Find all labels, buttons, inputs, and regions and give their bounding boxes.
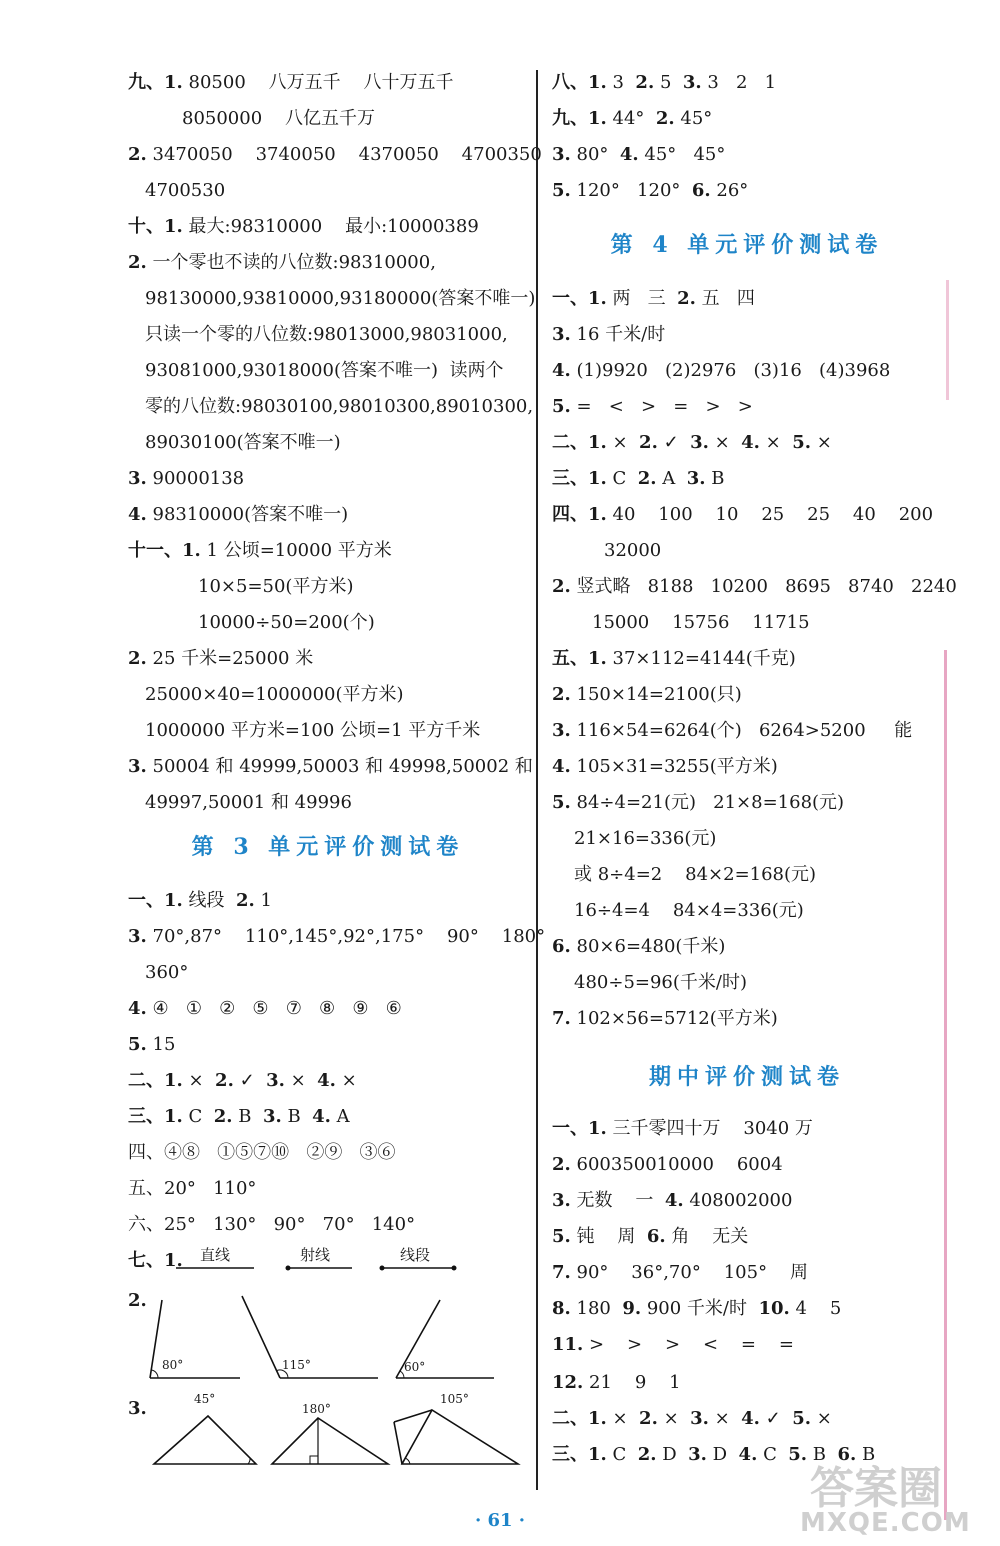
answer-line: 2. 竖式略 8188 10200 8695 8740 2240 (552, 576, 957, 597)
answer-line: 2. 25 千米=25000 米 (128, 648, 314, 669)
answer-line: 5. 15 (128, 1034, 176, 1055)
angle-drawings (140, 1290, 540, 1390)
line-ray-segment-figure (176, 1260, 496, 1280)
answer-line: 4700530 (145, 180, 226, 201)
answer-line: 3. 16 千米/时 (552, 324, 666, 345)
answer-line: 或 8÷4=2 84×2=168(元) (574, 864, 817, 885)
answer-line: 7. 102×56=5712(平方米) (552, 1008, 778, 1029)
answer-line: 九、1. 80500 八万五千 八十万五千 (128, 72, 454, 93)
answer-line: 15000 15756 11715 (592, 612, 810, 633)
answer-line: 零的八位数:98030100,98010300,89010300, (145, 396, 534, 417)
section-title: 期中评价测试卷 (648, 1064, 845, 1090)
answer-line: 8. 180 9. 900 千米/时 10. 4 5 (552, 1298, 842, 1319)
answer-line: 25000×40=1000000(平方米) (145, 684, 404, 705)
ray-label: 射线 (300, 1246, 331, 1264)
answer-line: 2. 3470050 3740050 4370050 4700350 (128, 144, 542, 165)
angle-label: 105° (440, 1392, 469, 1406)
answer-line: 3. 116×54=6264(个) 6264>5200 能 (552, 720, 913, 741)
answer-line: 6. 80×6=480(千米) (552, 936, 726, 957)
answer-line: 93081000,93018000(答案不唯一) 读两个 (145, 360, 504, 381)
answer-line: 一、1. 三千零四十万 3040 万 (552, 1118, 813, 1139)
segment-label: 线段 (400, 1246, 431, 1264)
triangle-45 (154, 1416, 256, 1464)
answer-line: 3. 无数 一 4. 408002000 (552, 1190, 793, 1211)
answer-line: 10×5=50(平方米) (198, 576, 354, 597)
answer-line: 3. 90000138 (128, 468, 245, 489)
answer-line: 3. (128, 1398, 147, 1419)
section-title: 第 4 单元评价测试卷 (610, 232, 884, 258)
answer-line: 4. 105×31=3255(平方米) (552, 756, 778, 777)
answer-line: 2. 600350010000 6004 (552, 1154, 783, 1175)
answer-line: 10000÷50=200(个) (198, 612, 375, 633)
answer-line: 二、1. × 2. × 3. × 4. ✓ 5. × (552, 1408, 832, 1429)
answer-line: 8050000 八亿五千万 (182, 108, 376, 129)
answer-line: 三、1. C 2. D 3. D 4. C 5. B 6. B (552, 1444, 876, 1465)
answer-line: 一、1. 线段 2. 1 (128, 890, 272, 911)
answer-line: 二、1. × 2. ✓ 3. × 4. × 5. × (552, 432, 832, 453)
answer-line: 四、1. 40 100 10 25 25 40 200 (552, 504, 934, 525)
answer-line: 3. 50004 和 49999,50003 和 49998,50002 和 (128, 756, 533, 777)
answer-line: 5. 钝 周 6. 角 无关 (552, 1226, 749, 1247)
page-number: · 61 · (474, 1510, 526, 1531)
answer-line: 89030100(答案不唯一) (145, 432, 341, 453)
edge-accent-bar (944, 650, 947, 1520)
angle-label: 45° (194, 1392, 216, 1406)
answer-line: 11. > > > < = = (552, 1334, 794, 1355)
answer-line: 五、20° 110° (128, 1178, 257, 1199)
answer-line: 5. 84÷4=21(元) 21×8=168(元) (552, 792, 845, 813)
answer-line: 360° (145, 962, 189, 983)
answer-line: 12. 21 9 1 (552, 1372, 681, 1393)
answer-line: 3. 70°,87° 110°,145°,92°,175° 90° 180° (128, 926, 546, 947)
answer-line: 十、1. 最大:98310000 最小:10000389 (128, 216, 479, 237)
answer-line: 一、1. 两 三 2. 五 四 (552, 288, 755, 309)
answer-line: 三、1. C 2. A 3. B (552, 468, 725, 489)
answer-line: 九、1. 44° 2. 45° (552, 108, 713, 129)
answer-line: 49997,50001 和 49996 (145, 792, 352, 813)
angle-label: 115° (282, 1358, 311, 1372)
answer-line: 只读一个零的八位数:98013000,98031000, (145, 324, 508, 345)
answer-line: 2. 150×14=2100(只) (552, 684, 742, 705)
answer-line: 5. 120° 120° 6. 26° (552, 180, 749, 201)
answer-line: 五、1. 37×112=4144(千克) (552, 648, 796, 669)
answer-line: 1000000 平方米=100 公顷=1 平方千米 (145, 720, 481, 741)
triangle-180 (272, 1418, 388, 1464)
answer-line: 三、1. C 2. B 3. B 4. A (128, 1106, 350, 1127)
answer-line: 32000 (604, 540, 662, 561)
answer-line: 98130000,93810000,93180000(答案不唯一) (145, 288, 536, 309)
answer-line: 七、1. (128, 1250, 183, 1271)
answer-line: 八、1. 3 2. 5 3. 3 2 1 (552, 72, 777, 93)
angle-label: 80° (162, 1358, 184, 1372)
answer-line: 480÷5=96(千米/时) (574, 972, 747, 993)
answer-line: 2. 一个零也不读的八位数:98310000, (128, 252, 436, 273)
answer-line: 5. = < > = > > (552, 396, 753, 417)
answer-line: 3. 80° 4. 45° 45° (552, 144, 726, 165)
watermark-logo: 答案圈 (810, 1463, 942, 1514)
triangle-105 (394, 1410, 518, 1464)
answer-line: 7. 90° 36°,70° 105° 周 (552, 1262, 808, 1283)
answer-line: 十一、1. 1 公顷=10000 平方米 (128, 540, 392, 561)
edge-accent-bar (946, 280, 949, 400)
answer-line: 六、25° 130° 90° 70° 140° (128, 1214, 416, 1235)
angle-label: 60° (404, 1360, 426, 1374)
angle-label: 180° (302, 1402, 331, 1416)
answer-line: 2. (128, 1290, 147, 1311)
answer-line: 二、1. × 2. ✓ 3. × 4. × (128, 1070, 357, 1091)
line-label: 直线 (200, 1246, 231, 1264)
answer-line: 16÷4=4 84×4=336(元) (574, 900, 804, 921)
answer-line: 4. 98310000(答案不唯一) (128, 504, 349, 525)
answer-line: 4. ④ ① ② ⑤ ⑦ ⑧ ⑨ ⑥ (128, 998, 402, 1019)
answer-line: 4. (1)9920 (2)2976 (3)16 (4)3968 (552, 360, 891, 381)
answer-line: 四、④⑧ ①⑤⑦⑩ ②⑨ ③⑥ (128, 1142, 396, 1163)
section-title: 第 3 单元评价测试卷 (191, 834, 465, 860)
watermark-url: MXQE.COM (800, 1508, 971, 1538)
column-divider (536, 70, 538, 1490)
answer-line: 21×16=336(元) (574, 828, 717, 849)
